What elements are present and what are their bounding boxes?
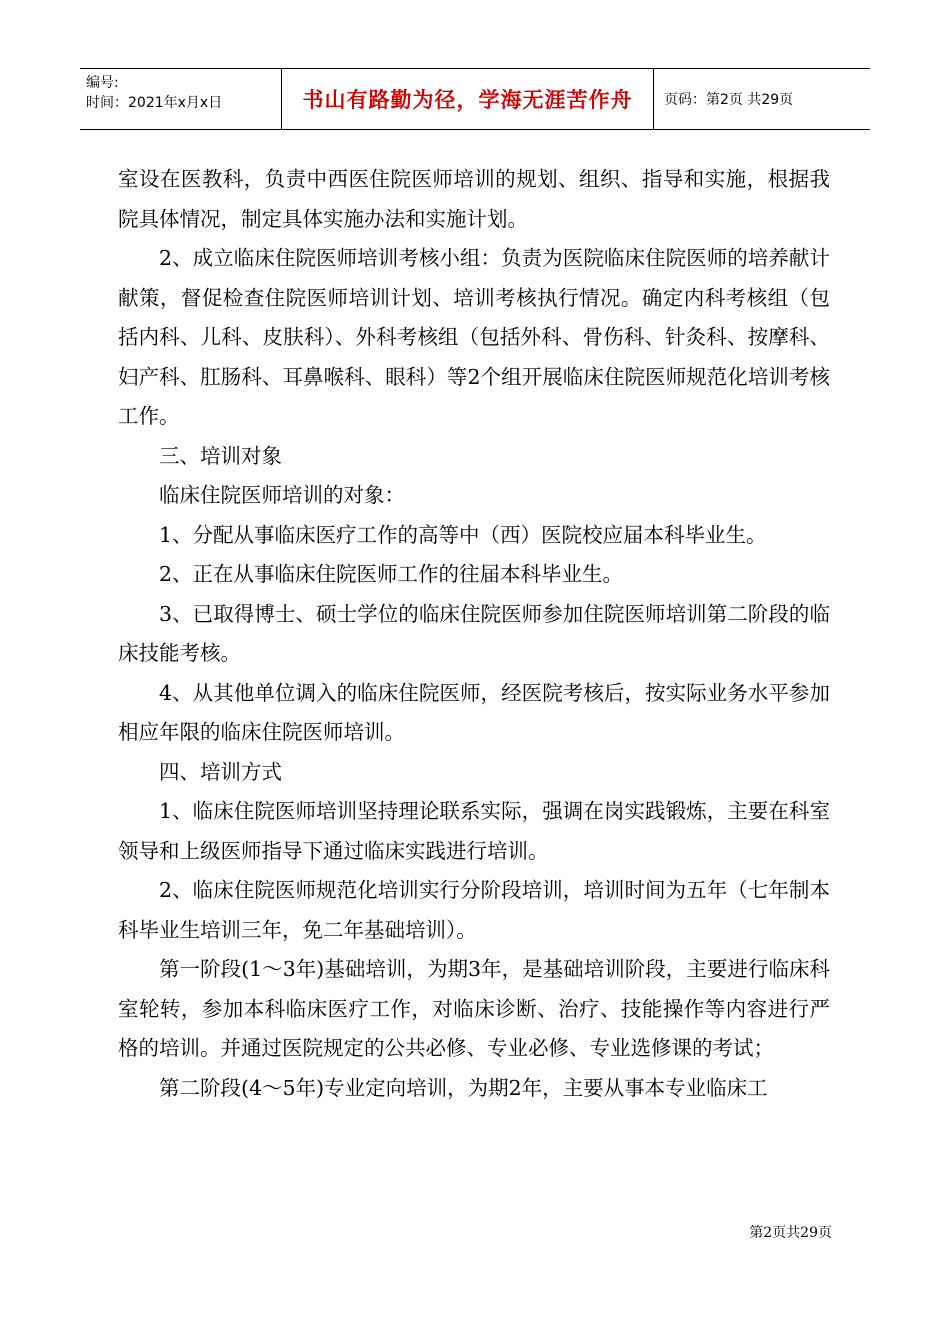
document-number-label: 编号: (86, 75, 119, 91)
paragraph: 临床住院医师培训的对象： (159, 483, 405, 507)
header-motto: 书山有路勤为径，学海无涯苦作舟 (282, 69, 654, 129)
section-heading: 四、培训方式 (159, 759, 282, 784)
list-item: 2、正在从事临床住院医师工作的往届本科毕业生。 (159, 562, 624, 586)
paragraph: 2、成立临床住院医师培训考核小组：负责为医院临床住院医师的培养献计献策，督促检查住院医师培训计划、培训考核执行情况。确定内科考核组（包括内科、儿科、皮肤科）、外科考核组（包括外科、骨伤科、针灸科、按摩科、妇产科、肛肠科、耳鼻喉科、眼科）等2个组开展临床住院医师规范化培训考核工作。 (118, 246, 830, 428)
paragraph: 第二阶段(4～5年)专业定向培训，为期2年，主要从事本专业临床工 (159, 1075, 768, 1100)
list-item: 1、临床住院医师培训坚持理论联系实际，强调在岗实践锻炼，主要在科室领导和上级医师指导下通过临床实践进行培训。 (118, 799, 830, 863)
header-meta (80, 69, 282, 129)
paragraph: 室设在医教科，负责中西医住院医师培训的规划、组织、指导和实施，根据我院具体情况，制定具体实施办法和实施计划。 (118, 167, 830, 231)
section-heading: 三、培训对象 (159, 443, 282, 468)
page-footer: 第2页共29页 (749, 1225, 832, 1241)
list-item: 3、已取得博士、硕士学位的临床住院医师参加住院医师培训第二阶段的临床技能考核。 (118, 601, 830, 665)
list-item: 4、从其他单位调入的临床住院医师，经医院考核后，按实际业务水平参加相应年限的临床住院医师培训。 (118, 680, 830, 744)
list-item: 1、分配从事临床医疗工作的高等中（西）医院校应届本科毕业生。 (159, 522, 767, 547)
paragraph: 第一阶段(1～3年)基础培训，为期3年，是基础培训阶段，主要进行临床科室轮转，参加本科临床医疗工作，对临床诊断、治疗、技能操作等内容进行严格的培训。并通过医院规定的公共必修、专业必修、专业选修课的考试； (118, 957, 830, 1060)
header-page-label: 页码：第2页 共29页 (664, 92, 794, 108)
page-header (80, 68, 870, 130)
document-time-label: 时间：2021年x月x日 (86, 95, 223, 111)
document-body (118, 160, 830, 1108)
list-item: 2、临床住院医师规范化培训实行分阶段培训，培训时间为五年（七年制本科毕业生培训三年，免二年基础培训）。 (118, 878, 830, 942)
